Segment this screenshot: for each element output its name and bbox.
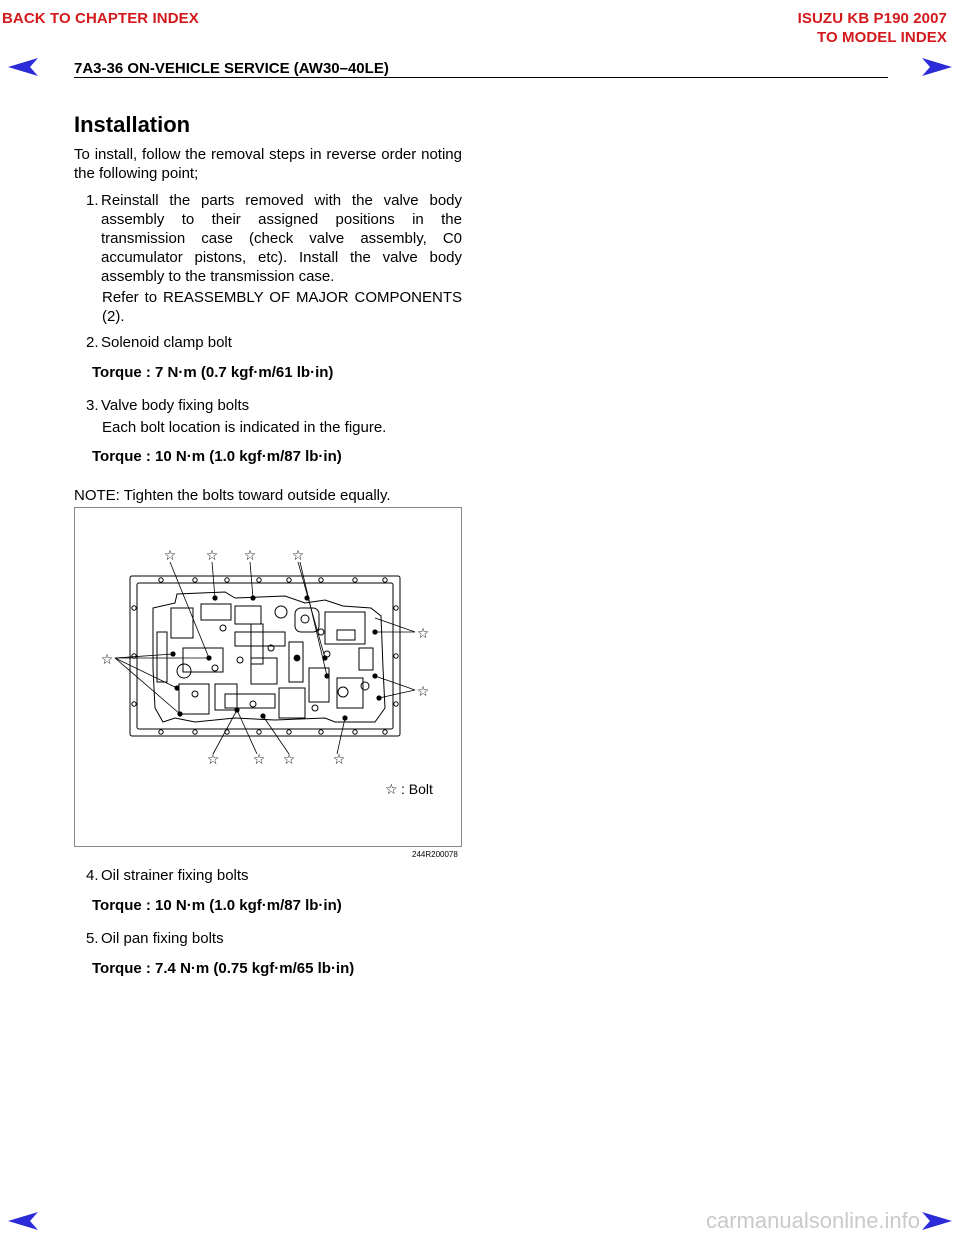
back-to-chapter-index-link[interactable]: BACK TO CHAPTER INDEX: [2, 10, 199, 27]
step-text: Oil pan fixing bolts: [101, 930, 224, 947]
bolt-star-icon: ☆: [206, 752, 220, 768]
bolt-star-icon: ☆: [252, 752, 266, 768]
bolt-star-icon: ☆: [291, 548, 305, 564]
step-text: Solenoid clamp bolt: [101, 334, 232, 351]
step-4: [86, 866, 462, 885]
torque-spec: Torque : 7.4 N·m (0.75 kgf·m/65 lb·in): [92, 960, 355, 977]
bolt-star-icon: ☆: [282, 752, 296, 768]
step-3-detail: Each bolt location is indicated in the figure.: [102, 419, 387, 436]
figure-code: 244R200078: [412, 850, 458, 859]
model-title-link[interactable]: ISUZU KB P190 2007: [797, 10, 947, 27]
step-text: Reinstall the parts removed with the valve body assembly to their assigned positions in the transmission case (check valve assembly, C0 accumulator pistons, etc). Install the valve body assembly to the transmission case.: [101, 192, 462, 285]
watermark: carmanualsonline.info: [706, 1208, 921, 1233]
bolt-star-icon: ☆: [332, 752, 346, 768]
step-text: Oil strainer fixing bolts: [101, 867, 249, 884]
bolt-star-icon: ☆: [416, 626, 430, 642]
step-number: 2.: [86, 334, 99, 351]
bolt-star-icon: ☆: [243, 548, 257, 564]
step-5: [86, 929, 462, 948]
step-number: 4.: [86, 867, 99, 884]
prev-page-arrow-icon[interactable]: [8, 58, 38, 76]
torque-spec: Torque : 7 N·m (0.7 kgf·m/61 lb·in): [92, 364, 334, 381]
bolt-star-icon: ☆: [163, 548, 177, 564]
legend-star-icon: ☆: [385, 782, 398, 798]
torque-spec: Torque : 10 N·m (1.0 kgf·m/87 lb·in): [92, 448, 342, 465]
legend-text: : Bolt: [401, 781, 433, 797]
step-text: Valve body fixing bolts: [101, 397, 250, 414]
back-to-model-index-link[interactable]: TO MODEL INDEX: [816, 29, 947, 46]
header-rule: [74, 77, 888, 78]
next-page-bottom-arrow-icon[interactable]: [922, 1212, 952, 1230]
step-2: [86, 333, 462, 352]
torque-spec: Torque : 10 N·m (1.0 kgf·m/87 lb·in): [92, 897, 342, 914]
step-number: 1.: [86, 192, 99, 209]
bolt-star-icon: ☆: [100, 652, 114, 668]
intro-paragraph: To install, follow the removal steps in reverse order noting the following point;: [74, 146, 462, 182]
bolt-star-icon: ☆: [416, 684, 430, 700]
page-title: 7A3-36 ON-VEHICLE SERVICE (AW30–40LE): [74, 60, 389, 77]
valve-body-diagram: [75, 508, 461, 846]
step-number: 5.: [86, 930, 99, 947]
prev-page-bottom-arrow-icon[interactable]: [8, 1212, 38, 1230]
bolt-star-icon: ☆: [205, 548, 219, 564]
step-number: 3.: [86, 397, 99, 414]
section-heading: Installation: [74, 112, 191, 137]
step-3: [86, 396, 462, 415]
next-page-arrow-icon[interactable]: [922, 58, 952, 76]
step-1: [86, 191, 462, 286]
valve-body-figure: [74, 507, 462, 847]
step-1-reference: Refer to REASSEMBLY OF MAJOR COMPONENTS (2).: [102, 289, 462, 325]
note-text: NOTE: Tighten the bolts toward outside equally.: [74, 487, 391, 504]
